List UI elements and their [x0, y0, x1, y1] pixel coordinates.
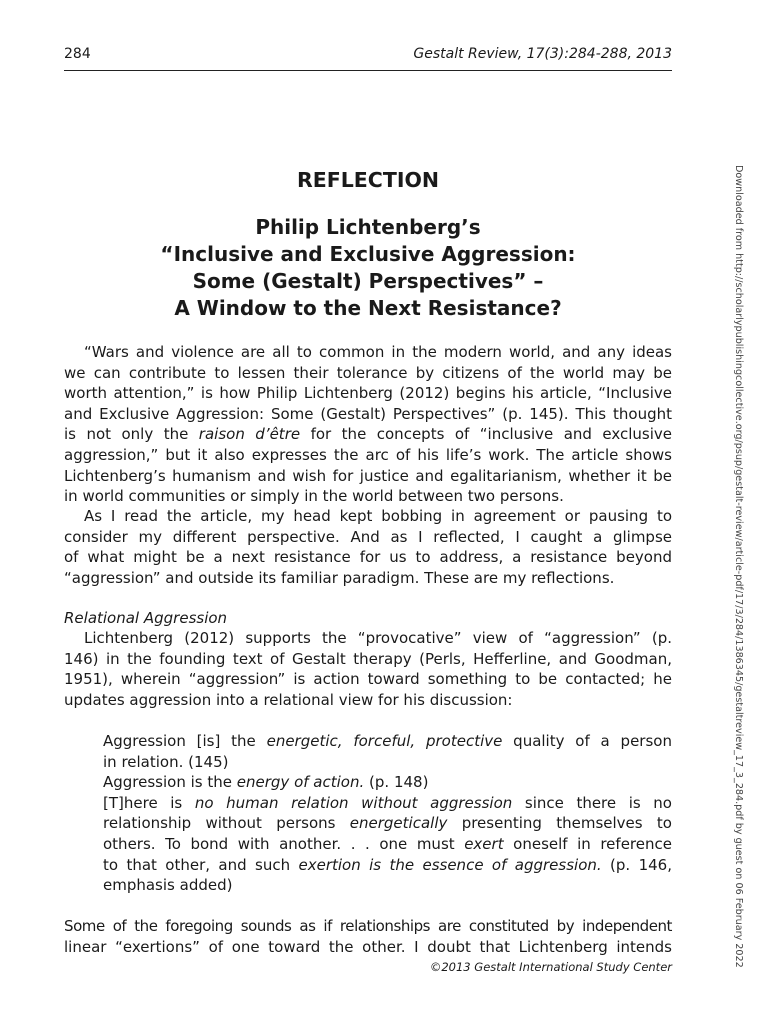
- text-run: Aggression [is] the: [103, 732, 256, 750]
- text-line: and Exclusive Aggression: Some (Gestalt) Perspectives” (p. 145). This thought: [64, 404, 672, 423]
- quote-line: emphasis added): [103, 876, 233, 895]
- text-line: we can contribute to lessen their tolerance by citizens of the world may be: [64, 363, 672, 382]
- text-run: relationship without persons: [103, 814, 336, 833]
- text-run: since there is no: [524, 793, 672, 812]
- copyright-footer: ©2013 Gestalt International Study Center: [429, 960, 672, 974]
- text-run: is not only the: [64, 425, 189, 444]
- block-quote: [103, 731, 672, 896]
- article-title: [64, 214, 672, 322]
- emphasis-text: raison d’être: [198, 425, 301, 444]
- text-run: to that other, and such: [103, 855, 291, 874]
- quote-line: [103, 834, 672, 855]
- emphasis-text: no human relation without aggression: [194, 793, 513, 812]
- text-line: As I read the article, my head kept bobbing in agreement or pausing to: [84, 507, 672, 525]
- text-run: oneself in reference: [513, 834, 672, 853]
- text-line: of what might be a next resistance for us to address, a resistance beyond: [64, 548, 672, 567]
- text-line: updates aggression into a relational view for his discussion:: [64, 690, 513, 709]
- paragraph-intro: [64, 342, 672, 507]
- quote-line: [103, 731, 672, 752]
- section-heading: REFLECTION: [296, 168, 440, 192]
- emphasis-text: exert: [464, 834, 504, 853]
- text-run: presenting themselves to: [461, 814, 672, 833]
- text-line: in world communities or simply in the world between two persons.: [64, 487, 564, 506]
- quote-line: in relation. (145): [103, 752, 229, 771]
- download-watermark: Downloaded from http://scholarlypublishingcollective.org/psup/gestalt-review/article-pdf/17/3/284/1386345/gestaltreview_17_3_284.pdf by guest on 06 February 2022: [733, 165, 744, 968]
- quote-line: [103, 772, 672, 793]
- text-line: 1951), wherein “aggression” is action toward something to be contacted; he: [64, 670, 672, 689]
- text-run: others. To bond with another. . . one must: [103, 834, 455, 853]
- title-line: Some (Gestalt) Perspectives” –: [192, 269, 544, 293]
- page-number: 284: [64, 46, 91, 62]
- text-run: quality of a person: [513, 732, 672, 750]
- text-run: Aggression is the: [103, 773, 232, 792]
- emphasis-text: energetically: [349, 814, 448, 833]
- paragraph-reflection: [64, 506, 672, 588]
- text-line: Some of the foregoing sounds as if relationships are constituted by independent: [64, 917, 672, 935]
- quote-line: [103, 793, 672, 814]
- header-divider: [64, 70, 672, 71]
- emphasis-text: energetic, forceful, protective: [266, 732, 503, 750]
- title-line: Philip Lichtenberg’s: [255, 215, 481, 239]
- journal-citation: Gestalt Review, 17(3):284-288, 2013: [413, 46, 672, 62]
- quote-line: [103, 813, 672, 834]
- text-line: aggression,” but it also expresses the arc of his life’s work. The article shows: [64, 445, 672, 464]
- text-line: “aggression” and outside its familiar paradigm. These are my reflections.: [64, 568, 615, 587]
- text-line: consider my different perspective. And as I reflected, I caught a glimpse: [64, 527, 672, 546]
- text-run: (p. 148): [369, 773, 429, 792]
- text-line: [64, 424, 672, 445]
- paragraph-continuation: [64, 916, 672, 957]
- text-line: linear “exertions” of one toward the other. I doubt that Lichtenberg intends: [64, 937, 672, 956]
- emphasis-text: exertion is the essence of aggression.: [298, 855, 602, 874]
- text-line: 146) in the founding text of Gestalt therapy (Perls, Hefferline, and Goodman,: [64, 649, 672, 668]
- text-run: for the concepts of “inclusive and exclusive: [310, 425, 672, 444]
- text-line: worth attention,” is how Philip Lichtenberg (2012) begins his article, “Inclusive: [64, 384, 672, 403]
- subheading: Relational Aggression: [64, 609, 228, 627]
- title-line: “Inclusive and Exclusive Aggression:: [160, 242, 576, 266]
- paragraph-relational: [64, 628, 672, 710]
- text-run: (p. 146,: [610, 855, 672, 874]
- text-line: “Wars and violence are all to common in the modern world, and any ideas: [84, 343, 672, 361]
- text-run: [T]here is: [103, 793, 183, 812]
- quote-line: [103, 855, 672, 876]
- emphasis-text: energy of action.: [236, 773, 365, 792]
- text-line: Lichtenberg’s humanism and wish for justice and egalitarianism, whether it be: [64, 466, 672, 485]
- text-line: Lichtenberg (2012) supports the “provocative” view of “aggression” (p.: [84, 629, 672, 647]
- title-line: A Window to the Next Resistance?: [174, 296, 562, 320]
